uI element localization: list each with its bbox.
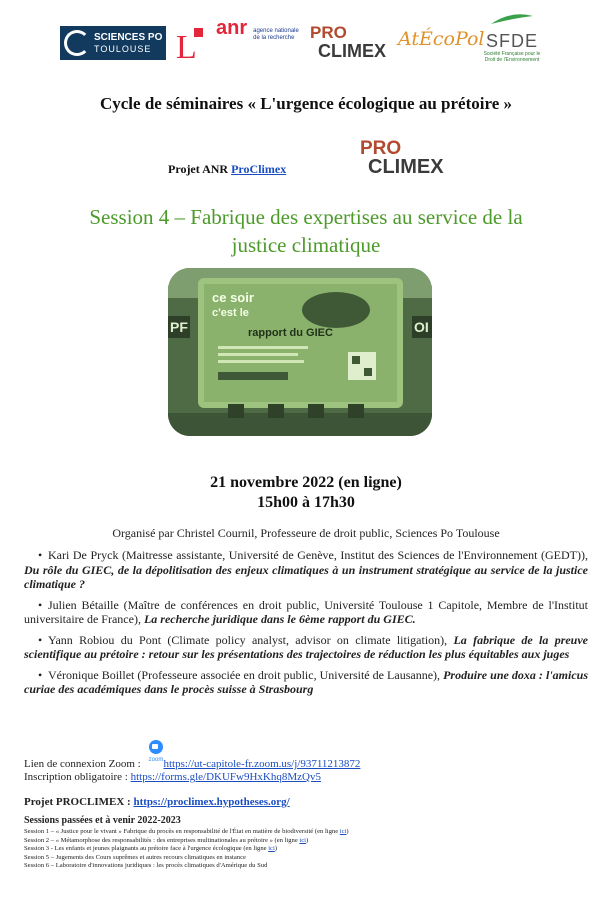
session-title-line1: Session 4 – Fabrique des expertises au service de la <box>89 205 523 229</box>
past-session-item <box>24 828 594 837</box>
poster-line3: rapport du GIEC <box>248 327 333 339</box>
speaker-item <box>24 548 588 592</box>
proclimex-pro: PRO <box>310 23 347 42</box>
speaker-list <box>24 548 588 703</box>
past-session-end: ) <box>346 828 349 835</box>
inscription-link[interactable]: https://forms.gle/DKUFw9HxKhq8MzQv5 <box>130 771 321 783</box>
inscription-line <box>24 771 588 784</box>
speaker-affiliation: Kari De Pryck (Maitresse assistante, Université de Genève, Institut des Sciences de l'Environnement (GEDT)), <box>48 548 588 562</box>
zoom-label: Lien de connexion Zoom : <box>24 758 144 770</box>
atecopol-logo: AtÉcoPol <box>398 28 485 50</box>
logo-bar <box>60 10 560 66</box>
talk-title: Du rôle du GIEC, de la dépolitisation des enjeux climatiques à un instrument stratégique au service de la justice climatique ? <box>24 562 588 591</box>
bullet-icon: • <box>38 667 43 682</box>
past-session-item <box>24 845 594 854</box>
proclimex-pro: PRO <box>360 138 402 159</box>
proclimex-link[interactable]: ProClimex <box>231 162 287 176</box>
metro-poster-photo <box>168 268 432 436</box>
sfde-logo <box>480 12 544 63</box>
station-sign-right: OI <box>414 319 429 335</box>
proclimex-logo-large <box>360 140 444 176</box>
speaker-affiliation: Julien Bétaille (Maître de conférences en droit public, Université Toulouse 1 Capitole, Membre de l'Institut universitaire de France), <box>24 597 588 626</box>
project-proclimex-line <box>24 796 290 808</box>
session-title <box>40 203 572 259</box>
lirdef-logo <box>174 26 206 62</box>
station-sign-left: PF <box>170 319 188 335</box>
zoom-link[interactable]: https://ut-capitole-fr.zoom.us/j/93711213872 <box>163 758 361 770</box>
speaker-affiliation: Yann Robiou du Pont (Climate policy analyst, advisor on climate litigation), <box>48 632 454 647</box>
sfde-subtitle: Société Française pour le Droit de l'Environnement <box>483 51 541 63</box>
anr-logo <box>216 18 301 42</box>
past-session-link[interactable]: ici <box>339 828 347 835</box>
inscription-label: Inscription obligatoire : <box>24 771 131 783</box>
project-prefix: Projet ANR <box>168 162 232 176</box>
session-title-line2: justice climatique <box>231 233 381 257</box>
bullet-icon: • <box>38 597 43 612</box>
speaker-item <box>24 598 588 627</box>
talk-title: Produire une doxa : l'amicus curiae des académiques dans le procès suisse à Strasbourg <box>24 667 588 696</box>
past-session-text: Session 2 – « Métamorphose des responsabilités : des entreprises multinationales au prétoire » (en ligne <box>24 836 300 844</box>
past-session-item <box>24 837 594 846</box>
past-session-end: ) <box>306 836 309 844</box>
bullet-icon: • <box>38 632 43 647</box>
past-session-link[interactable]: ici <box>268 845 275 852</box>
past-session-item <box>24 862 594 871</box>
event-time: 15h00 à 17h30 <box>257 494 355 511</box>
talk-title: La fabrique de la preuve scientifique au prétoire : retour sur les présentations des trajectoires de réduction les plus équitables aux juges <box>24 632 589 661</box>
poster-line1: ce soir <box>212 290 254 305</box>
sfde-name: SFDE <box>485 31 538 51</box>
bullet-icon: • <box>38 548 43 562</box>
logo-text-line2: TOULOUSE <box>94 43 152 54</box>
proclimex-climex: CLIMEX <box>318 41 387 61</box>
sciences-po-toulouse-logo <box>60 26 166 60</box>
connection-info <box>24 744 588 784</box>
cycle-title: Cycle de séminaires « L'urgence écologique au prétoire » <box>99 94 513 113</box>
swirl-icon <box>64 30 90 56</box>
leaf-icon <box>487 12 537 26</box>
past-sessions-title: Sessions passées et à venir 2022-2023 <box>24 815 181 826</box>
past-session-text: Session 1 – « Justice pour le vivant » Fabrique du procès en responsabilité de l'État en matière de biodiversité (en ligne <box>24 828 340 835</box>
past-sessions-list <box>24 828 594 871</box>
speaker-item <box>24 633 588 662</box>
anr-subtext: agence nationale de la recherche <box>253 28 299 41</box>
speaker-affiliation: Véronique Boillet (Professeure associée en droit public, Université de Lausanne), <box>48 667 444 682</box>
proclimex-logo <box>310 24 386 60</box>
project-line <box>168 162 286 177</box>
anr-text: anr <box>216 17 248 39</box>
past-session-text: Session 3 - Les enfants et jeunes plaignants au prétoire face à l'urgence écologique (en ligne <box>24 845 269 852</box>
poster-line2: c'est le <box>212 307 249 319</box>
project-proclimex-link[interactable]: https://proclimex.hypotheses.org/ <box>133 796 290 808</box>
zoom-line <box>24 758 588 771</box>
zoom-icon-label: zoom <box>148 757 164 763</box>
past-session-text: Session 5 – Jugements des Cours suprêmes et autres recours climatiques en instance <box>24 853 246 861</box>
lirdef-letter: L <box>176 29 197 62</box>
proclimex-climex: CLIMEX <box>368 156 444 178</box>
talk-title: La recherche juridique dans le 6ème rapport du GIEC. <box>143 612 416 626</box>
zoom-icon <box>146 740 166 767</box>
past-session-link[interactable]: ici <box>299 836 307 844</box>
project-proclimex-label: Projet PROCLIMEX : <box>24 796 134 808</box>
logo-text-line1: SCIENCES PO <box>94 31 163 43</box>
speaker-item <box>24 668 588 697</box>
organizer-line: Organisé par Christel Cournil, Professeure de droit public, Sciences Po Toulouse <box>112 526 500 540</box>
past-session-text: Session 6 – Laboratoire d'innovations juridiques : les procès climatiques d'Amérique du Sud <box>24 862 268 869</box>
poster-object-icon <box>302 292 370 328</box>
past-session-end: ) <box>274 845 278 852</box>
past-session-item <box>24 854 594 863</box>
event-date: 21 novembre 2022 (en ligne) <box>210 474 402 491</box>
